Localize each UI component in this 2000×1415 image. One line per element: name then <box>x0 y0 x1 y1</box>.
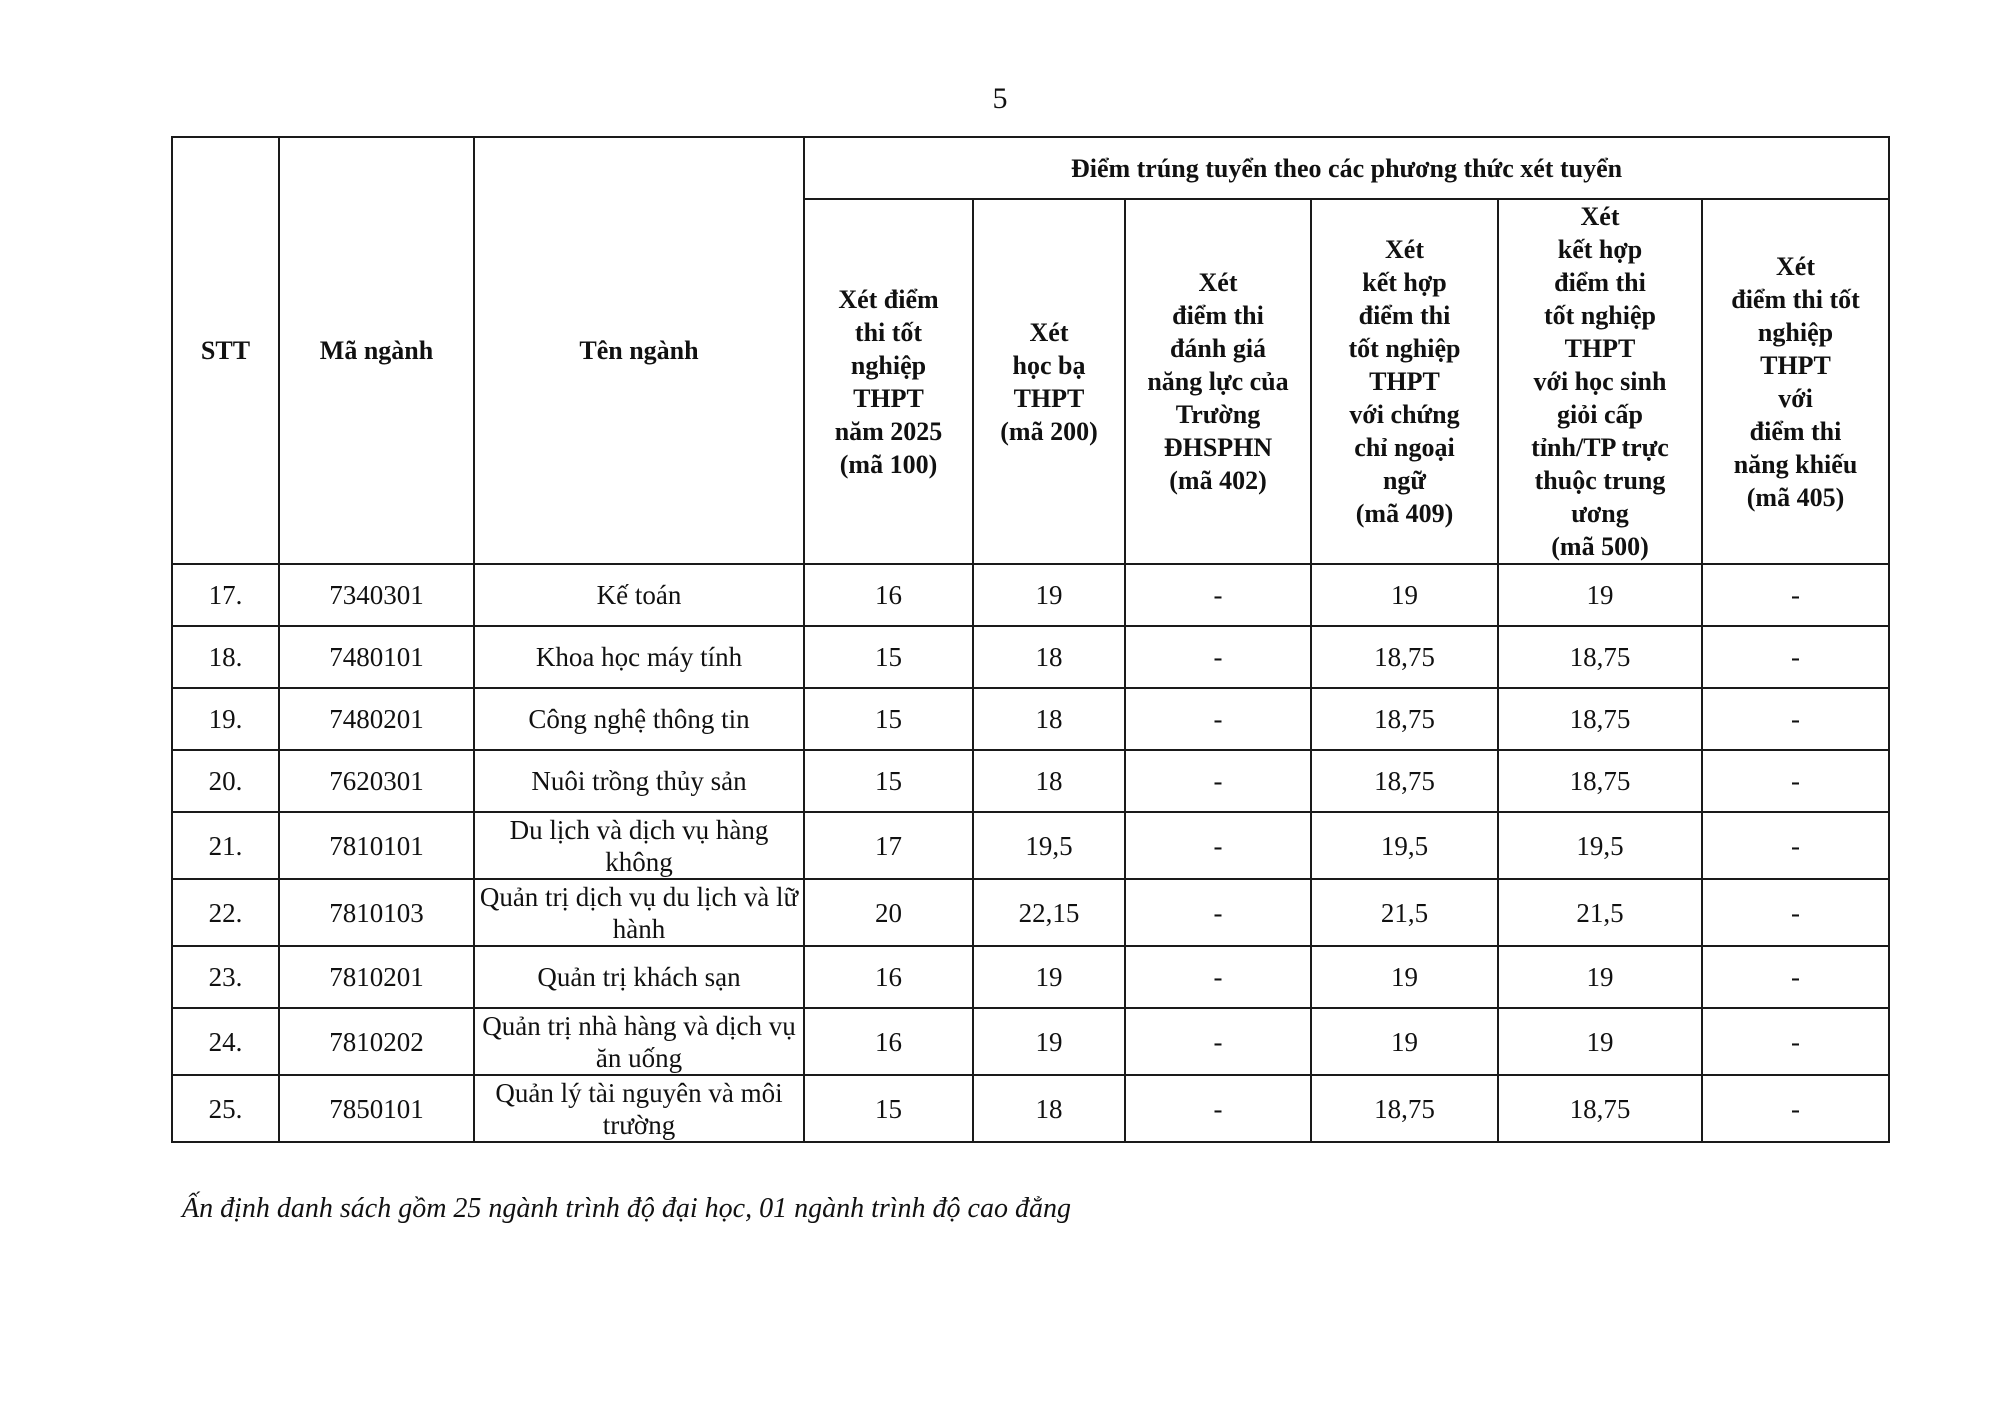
table-row <box>172 626 1889 688</box>
cell-stt: 17. <box>172 564 279 626</box>
cell-score-100: 16 <box>804 946 973 1008</box>
cell-stt: 23. <box>172 946 279 1008</box>
cell-score-409: 19 <box>1311 564 1498 626</box>
cell-score-402: - <box>1125 688 1311 750</box>
cell-score-100: 17 <box>804 812 973 879</box>
cell-score-409: 18,75 <box>1311 1075 1498 1142</box>
cell-stt: 22. <box>172 879 279 946</box>
cell-name: Quản trị khách sạn <box>474 946 804 1008</box>
cell-code: 7810103 <box>279 879 474 946</box>
cell-score-405: - <box>1702 1008 1889 1075</box>
header-method-200: Xét học bạ THPT (mã 200) <box>973 199 1125 564</box>
cell-code: 7480201 <box>279 688 474 750</box>
cell-score-100: 16 <box>804 564 973 626</box>
admission-scores-table <box>171 136 1890 1143</box>
cell-score-500: 19 <box>1498 946 1702 1008</box>
header-ten-nganh: Tên ngành <box>474 137 804 564</box>
cell-score-200: 22,15 <box>973 879 1125 946</box>
table-row <box>172 812 1889 879</box>
cell-score-402: - <box>1125 750 1311 812</box>
cell-name: Nuôi trồng thủy sản <box>474 750 804 812</box>
cell-name: Kế toán <box>474 564 804 626</box>
cell-score-500: 19,5 <box>1498 812 1702 879</box>
cell-score-100: 20 <box>804 879 973 946</box>
cell-name: Quản lý tài nguyên và môi trường <box>474 1075 804 1142</box>
header-method-405: Xét điểm thi tốt nghiệp THPT với điểm thi năng khiếu (mã 405) <box>1702 199 1889 564</box>
cell-score-100: 15 <box>804 688 973 750</box>
table-row <box>172 750 1889 812</box>
cell-stt: 19. <box>172 688 279 750</box>
cell-score-402: - <box>1125 879 1311 946</box>
cell-stt: 24. <box>172 1008 279 1075</box>
cell-score-402: - <box>1125 1008 1311 1075</box>
cell-score-405: - <box>1702 1075 1889 1142</box>
cell-score-100: 15 <box>804 750 973 812</box>
cell-score-100: 15 <box>804 1075 973 1142</box>
cell-score-402: - <box>1125 564 1311 626</box>
cell-name: Quản trị nhà hàng và dịch vụ ăn uống <box>474 1008 804 1075</box>
cell-score-405: - <box>1702 946 1889 1008</box>
cell-score-402: - <box>1125 626 1311 688</box>
cell-score-402: - <box>1125 812 1311 879</box>
cell-score-500: 21,5 <box>1498 879 1702 946</box>
cell-score-409: 18,75 <box>1311 688 1498 750</box>
cell-name: Công nghệ thông tin <box>474 688 804 750</box>
cell-score-200: 18 <box>973 750 1125 812</box>
cell-score-500: 19 <box>1498 564 1702 626</box>
cell-score-200: 18 <box>973 626 1125 688</box>
cell-score-409: 18,75 <box>1311 626 1498 688</box>
cell-code: 7810101 <box>279 812 474 879</box>
cell-score-200: 19 <box>973 1008 1125 1075</box>
cell-score-405: - <box>1702 688 1889 750</box>
cell-stt: 25. <box>172 1075 279 1142</box>
cell-score-405: - <box>1702 564 1889 626</box>
cell-score-500: 18,75 <box>1498 626 1702 688</box>
cell-score-402: - <box>1125 946 1311 1008</box>
header-score-group: Điểm trúng tuyển theo các phương thức xét tuyển <box>804 137 1889 199</box>
cell-score-500: 18,75 <box>1498 688 1702 750</box>
cell-score-405: - <box>1702 626 1889 688</box>
cell-score-409: 19 <box>1311 946 1498 1008</box>
cell-score-402: - <box>1125 1075 1311 1142</box>
cell-score-200: 18 <box>973 688 1125 750</box>
table-row <box>172 1075 1889 1142</box>
table-row <box>172 688 1889 750</box>
table-row <box>172 879 1889 946</box>
cell-score-200: 19 <box>973 946 1125 1008</box>
cell-score-405: - <box>1702 812 1889 879</box>
cell-score-200: 19,5 <box>973 812 1125 879</box>
header-stt: STT <box>172 137 279 564</box>
cell-score-409: 19 <box>1311 1008 1498 1075</box>
cell-score-409: 21,5 <box>1311 879 1498 946</box>
cell-stt: 18. <box>172 626 279 688</box>
cell-code: 7810202 <box>279 1008 474 1075</box>
header-ma-nganh: Mã ngành <box>279 137 474 564</box>
header-method-100: Xét điểm thi tốt nghiệp THPT năm 2025 (mã 100) <box>804 199 973 564</box>
cell-score-200: 19 <box>973 564 1125 626</box>
cell-score-100: 15 <box>804 626 973 688</box>
cell-code: 7810201 <box>279 946 474 1008</box>
cell-score-405: - <box>1702 750 1889 812</box>
footnote: Ấn định danh sách gồm 25 ngành trình độ đại học, 01 ngành trình độ cao đẳng <box>182 1193 1071 1224</box>
cell-name: Du lịch và dịch vụ hàng không <box>474 812 804 879</box>
cell-score-500: 18,75 <box>1498 1075 1702 1142</box>
cell-code: 7620301 <box>279 750 474 812</box>
header-method-500: Xét kết hợp điểm thi tốt nghiệp THPT với học sinh giỏi cấp tỉnh/TP trực thuộc trung ương (mã 500) <box>1498 199 1702 564</box>
page-number: 5 <box>992 82 1008 115</box>
header-method-402: Xét điểm thi đánh giá năng lực của Trường ĐHSPHN (mã 402) <box>1125 199 1311 564</box>
header-method-409: Xét kết hợp điểm thi tốt nghiệp THPT với chứng chỉ ngoại ngữ (mã 409) <box>1311 199 1498 564</box>
cell-code: 7850101 <box>279 1075 474 1142</box>
table-row <box>172 1008 1889 1075</box>
table-body <box>172 564 1889 1142</box>
cell-score-100: 16 <box>804 1008 973 1075</box>
cell-score-409: 19,5 <box>1311 812 1498 879</box>
cell-stt: 20. <box>172 750 279 812</box>
table-row <box>172 564 1889 626</box>
table-row <box>172 946 1889 1008</box>
cell-score-500: 19 <box>1498 1008 1702 1075</box>
cell-score-200: 18 <box>973 1075 1125 1142</box>
cell-score-500: 18,75 <box>1498 750 1702 812</box>
cell-name: Khoa học máy tính <box>474 626 804 688</box>
cell-score-409: 18,75 <box>1311 750 1498 812</box>
table-header <box>172 137 1889 564</box>
cell-code: 7340301 <box>279 564 474 626</box>
cell-code: 7480101 <box>279 626 474 688</box>
cell-score-405: - <box>1702 879 1889 946</box>
cell-name: Quản trị dịch vụ du lịch và lữ hành <box>474 879 804 946</box>
cell-stt: 21. <box>172 812 279 879</box>
